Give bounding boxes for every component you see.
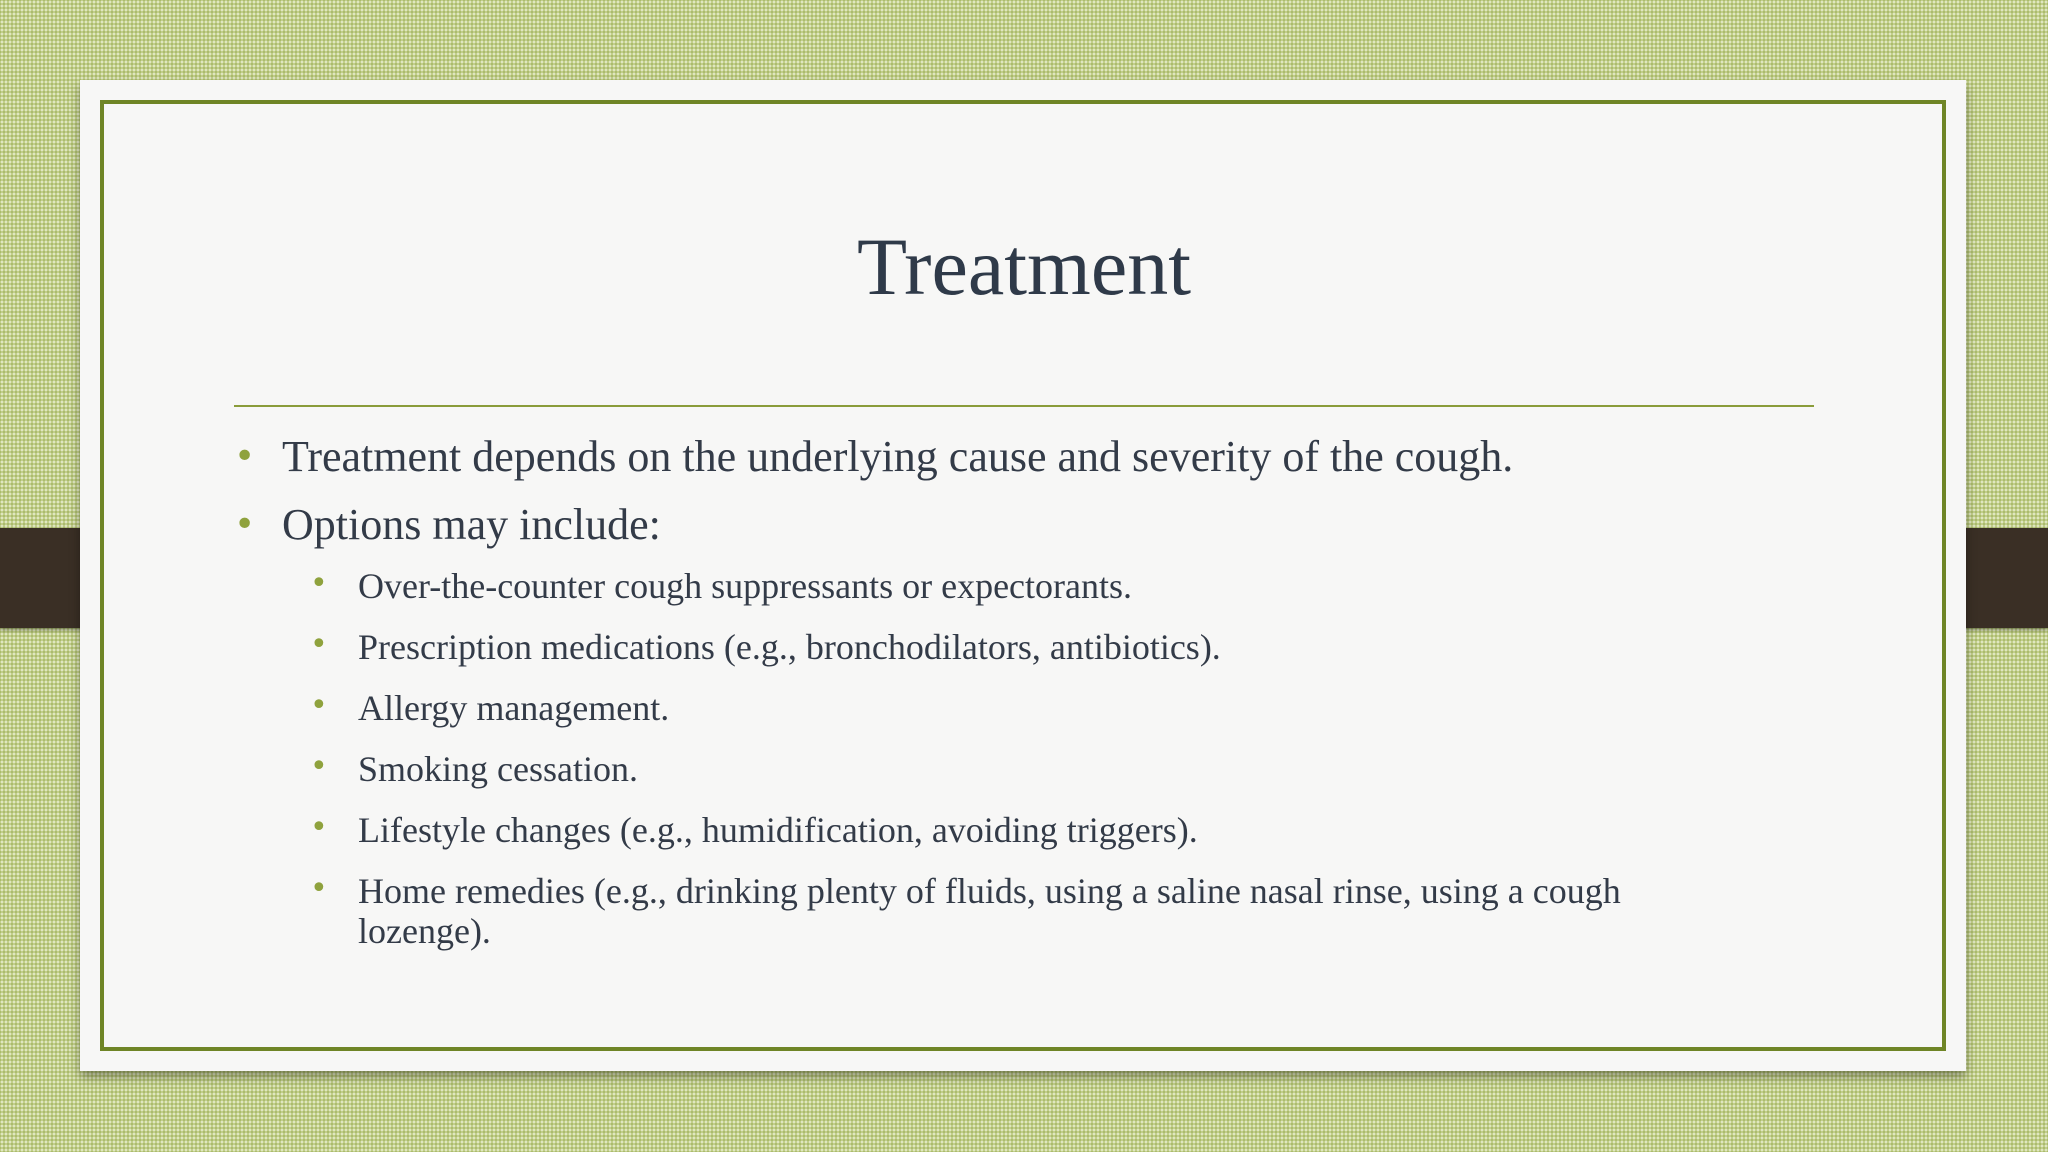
- bullet-item: [234, 496, 1754, 554]
- sub-bullet-text: Prescription medications (e.g., bronchodilators, antibiotics).: [358, 627, 1221, 667]
- bullet-item: [234, 428, 1754, 486]
- bullet-text: Options may include:: [282, 500, 661, 549]
- sub-bullet-list: [234, 566, 1754, 951]
- sub-bullet-text: Over-the-counter cough suppressants or expectorants.: [358, 566, 1133, 606]
- bullet-text: Treatment depends on the underlying cause and severity of the cough.: [282, 432, 1514, 481]
- bullet-dot-icon: •: [310, 810, 328, 845]
- bullet-dot-icon: •: [310, 871, 328, 906]
- bullet-dot-icon: •: [310, 627, 328, 662]
- bullet-dot-icon: •: [310, 688, 328, 723]
- sub-bullet-item: [234, 688, 1754, 728]
- sub-bullet-text: Lifestyle changes (e.g., humidification, avoiding triggers).: [358, 810, 1198, 850]
- bullet-dot-icon: •: [310, 749, 328, 784]
- sub-bullet-text: Smoking cessation.: [358, 749, 638, 789]
- sub-bullet-item: [234, 810, 1754, 850]
- bullet-dot-icon: •: [234, 436, 256, 477]
- slide-body: [234, 428, 1754, 972]
- sub-bullet-item: [234, 566, 1754, 606]
- sub-bullet-text: Home remedies (e.g., drinking plenty of fluids, using a saline nasal rinse, using a cough lozenge).: [358, 871, 1621, 951]
- sub-bullet-item: [234, 627, 1754, 667]
- slide-title: Treatment: [856, 221, 1192, 312]
- bullet-dot-icon: •: [234, 504, 256, 545]
- sub-bullet-item: [234, 749, 1754, 789]
- sub-bullet-text: Allergy management.: [358, 688, 670, 728]
- title-divider: [234, 405, 1814, 407]
- bullet-dot-icon: •: [310, 566, 328, 601]
- sub-bullet-item: [234, 871, 1754, 951]
